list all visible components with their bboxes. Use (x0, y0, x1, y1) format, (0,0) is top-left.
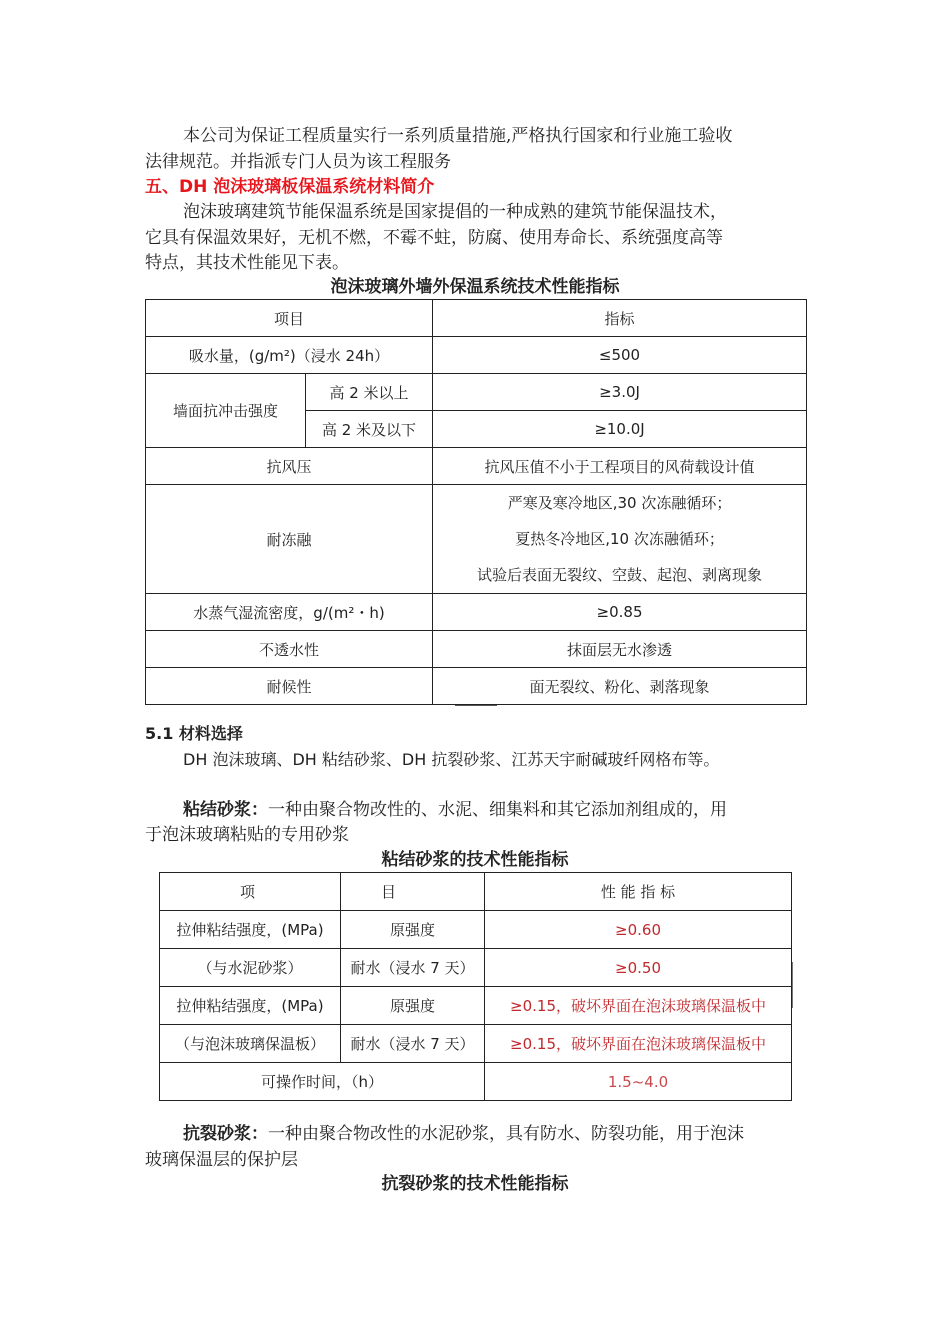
divider (792, 962, 793, 1008)
row-value: ≥0.15，破坏界面在泡沫玻璃保温板中 (485, 987, 792, 1025)
row-label: 水蒸气湿流密度，g/(m²・h) (146, 594, 433, 631)
row-label: 可操作时间，（h） (160, 1063, 485, 1101)
table-row (160, 873, 792, 911)
divider (455, 705, 497, 706)
row-value: ≥3.0J (433, 374, 807, 411)
anticrack-label: 抗裂砂浆： (183, 1124, 268, 1144)
table-row (146, 448, 807, 485)
header-index: 性 能 指 标 (485, 873, 792, 911)
row-value: ≥10.0J (433, 411, 807, 448)
table-2-caption: 粘结砂浆的技术性能指标 (381, 850, 569, 870)
header-item: 项目 (146, 300, 433, 337)
row-value: 抹面层无水渗透 (433, 631, 807, 668)
header-index: 指标 (433, 300, 807, 337)
row-sublabel: 耐水（浸水 7 天） (341, 1025, 485, 1063)
intro-line-2: 法律规范。并指派专门人员为该工程服务 (145, 152, 451, 172)
row-label: （与水泥砂浆） (160, 949, 341, 987)
table-row (160, 949, 792, 987)
section-5-para-line-3: 特点，其技术性能见下表。 (145, 253, 349, 273)
header-item-2: 目 (341, 873, 485, 911)
row-label: （与泡沫玻璃保温板） (160, 1025, 341, 1063)
table-row (146, 374, 807, 411)
table-row (146, 594, 807, 631)
header-item-1: 项 (160, 873, 341, 911)
table-1-caption: 泡沫玻璃外墙外保温系统技术性能指标 (330, 277, 620, 297)
table-row (146, 668, 807, 705)
bonding-line-2: 于泡沫玻璃粘贴的专用砂浆 (145, 825, 349, 845)
row-label: 拉伸粘结强度，(MPa) (160, 987, 341, 1025)
anticrack-text-1: 一种由聚合物改性的水泥砂浆，具有防水、防裂功能，用于泡沫 (268, 1124, 744, 1144)
row-label: 不透水性 (146, 631, 433, 668)
row-value: ≥0.60 (485, 911, 792, 949)
row-value (433, 485, 807, 594)
section-5-title: 五、DH 泡沫玻璃板保温系统材料简介 (145, 177, 435, 197)
row-label: 拉伸粘结强度，(MPa) (160, 911, 341, 949)
row-value: 抗风压值不小于工程项目的风荷载设计值 (433, 448, 807, 485)
table-row (146, 300, 807, 337)
row-label: 抗风压 (146, 448, 433, 485)
row-label: 耐候性 (146, 668, 433, 705)
section-5-1-title: 5.1 材料选择 (145, 724, 243, 743)
materials-line: DH 泡沫玻璃、DH 粘结砂浆、DH 抗裂砂浆、江苏天宇耐碱玻纤网格布等。 (183, 750, 720, 769)
row-label: 墙面抗冲击强度 (146, 374, 306, 448)
row-sublabel: 原强度 (341, 911, 485, 949)
table-row (160, 987, 792, 1025)
bonding-text-1: 一种由聚合物改性的、水泥、细集料和其它添加剂组成的，用 (268, 800, 727, 820)
bonding-label: 粘结砂浆： (183, 800, 268, 820)
table-row (160, 1063, 792, 1101)
freeze-line: 夏热冬冷地区,10 次冻融循环； (515, 530, 724, 548)
bonding-mortar-table (159, 872, 792, 1101)
row-value: ≥0.50 (485, 949, 792, 987)
anticrack-line-2: 玻璃保温层的保护层 (145, 1150, 298, 1170)
table-row (146, 631, 807, 668)
intro-line-1: 本公司为保证工程质量实行一系列质量措施,严格执行国家和行业施工验收 (183, 126, 733, 146)
row-value: ≥0.85 (433, 594, 807, 631)
table-row (160, 911, 792, 949)
bonding-line-1 (145, 798, 810, 823)
table-3-caption: 抗裂砂浆的技术性能指标 (381, 1174, 569, 1194)
row-sublabel: 高 2 米及以下 (306, 411, 433, 448)
section-5-para-line-1: 泡沫玻璃建筑节能保温系统是国家提倡的一种成熟的建筑节能保温技术， (183, 202, 727, 222)
freeze-line: 严寒及寒冷地区,30 次冻融循环； (507, 494, 732, 512)
row-value: 面无裂纹、粉化、剥落现象 (433, 668, 807, 705)
row-value: ≤500 (433, 337, 807, 374)
performance-table (145, 299, 807, 705)
row-value: 1.5~4.0 (485, 1063, 792, 1101)
row-label: 耐冻融 (146, 485, 433, 594)
section-5-para-line-2: 它具有保温效果好，无机不燃，不霉不蛀，防腐、使用寿命长、系统强度高等 (145, 228, 723, 248)
row-sublabel: 原强度 (341, 987, 485, 1025)
row-sublabel: 高 2 米以上 (306, 374, 433, 411)
anticrack-line-1 (145, 1122, 810, 1147)
table-row (146, 337, 807, 374)
row-sublabel: 耐水（浸水 7 天） (341, 949, 485, 987)
row-label: 吸水量，(g/m²)（浸水 24h） (146, 337, 433, 374)
table-row (146, 485, 807, 594)
freeze-line: 试验后表面无裂纹、空鼓、起泡、剥离现象 (477, 566, 763, 584)
table-row (160, 1025, 792, 1063)
row-value: ≥0.15，破坏界面在泡沫玻璃保温板中 (485, 1025, 792, 1063)
